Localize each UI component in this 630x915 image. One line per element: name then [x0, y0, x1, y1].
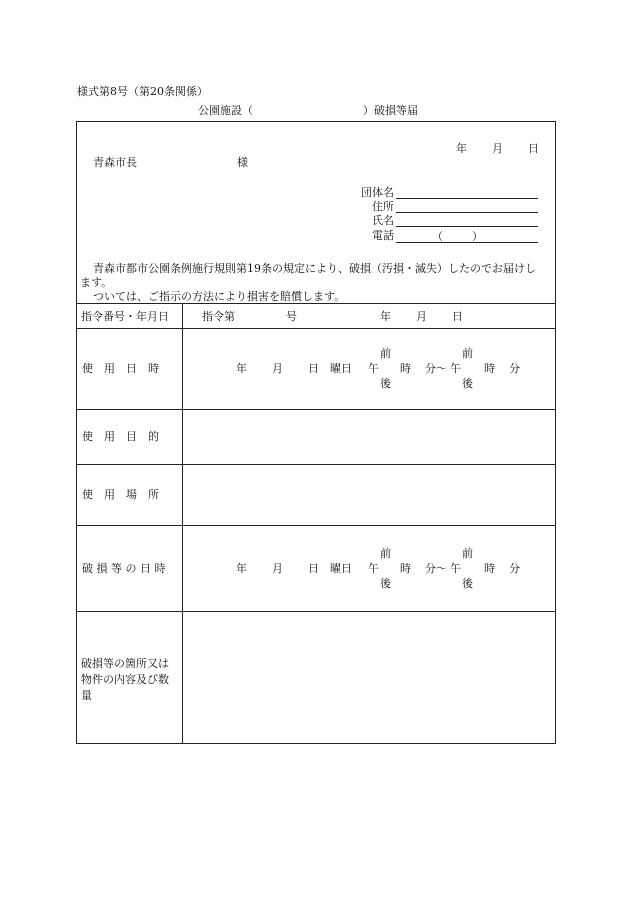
address-label: 住所: [372, 200, 394, 213]
use-weekday: 曜日: [330, 362, 352, 375]
use-end-pm[interactable]: 後: [462, 377, 473, 390]
use-end-hour: 時: [484, 362, 495, 375]
use-start-pm[interactable]: 後: [380, 377, 391, 390]
table-rule: [76, 303, 556, 304]
date-year: 年: [456, 142, 467, 155]
form-number: 様式第8号（第20条関係）: [77, 85, 208, 98]
date-month: 月: [492, 142, 503, 155]
addressee-name: 青森市長: [93, 156, 137, 169]
damage-end-minute: 分: [509, 562, 520, 575]
table-rule: [76, 525, 556, 526]
damage-datetime-label: 破 損 等 の 日 時: [82, 562, 166, 575]
damage-start-am[interactable]: 前: [380, 547, 391, 560]
table-rule: [76, 611, 556, 612]
org-name-field[interactable]: [396, 198, 538, 199]
addressee-honorific: 様: [237, 156, 248, 169]
use-purpose-field[interactable]: [184, 411, 554, 462]
damage-details-label: 破損等の箇所又は物件の内容及び数量: [81, 657, 169, 702]
use-start-minute-tilde: 分〜: [425, 362, 447, 375]
damage-end-noon: 午: [450, 562, 461, 575]
use-start-noon: 午: [368, 362, 379, 375]
instruction-month: 月: [416, 310, 427, 323]
use-purpose-label: 使 用 目 的: [82, 430, 159, 443]
damage-end-hour: 時: [484, 562, 495, 575]
instruction-label: 指令番号・年月日: [81, 310, 169, 323]
name-field[interactable]: [396, 226, 538, 227]
body-line-3: ついては、ご指示の方法により損害を賠償します。: [93, 290, 346, 303]
phone-paren-open: （: [432, 230, 443, 243]
phone-field[interactable]: [396, 242, 538, 243]
damage-end-pm[interactable]: 後: [462, 577, 473, 590]
use-end-am[interactable]: 前: [462, 347, 473, 360]
instruction-day: 日: [452, 310, 463, 323]
use-month: 月: [272, 362, 283, 375]
damage-day: 日: [308, 562, 319, 575]
damage-start-minute-tilde: 分〜: [425, 562, 447, 575]
table-rule: [76, 328, 556, 329]
date-day: 日: [528, 142, 539, 155]
use-start-hour: 時: [400, 362, 411, 375]
use-end-minute: 分: [509, 362, 520, 375]
table-column-divider: [182, 303, 183, 744]
damage-weekday: 曜日: [330, 562, 352, 575]
table-rule: [76, 409, 556, 410]
phone-paren-close: ）: [472, 230, 483, 243]
use-place-label: 使 用 場 所: [82, 488, 159, 501]
instruction-number-suffix: 号: [286, 310, 297, 323]
damage-start-noon: 午: [368, 562, 379, 575]
use-place-field[interactable]: [184, 466, 554, 523]
damage-start-pm[interactable]: 後: [380, 577, 391, 590]
org-name-label: 団体名: [361, 186, 394, 199]
damage-details-field[interactable]: [184, 613, 554, 742]
instruction-prefix[interactable]: 指令第: [202, 310, 235, 323]
damage-end-am[interactable]: 前: [462, 547, 473, 560]
use-day: 日: [308, 362, 319, 375]
body-line-1: 青森市都市公園条例施行規則第19条の規定により、破損（汚損・滅失）したのでお届けし: [93, 262, 536, 275]
damage-year: 年: [236, 562, 247, 575]
use-year: 年: [236, 362, 247, 375]
damage-start-hour: 時: [400, 562, 411, 575]
use-datetime-label: 使 用 日 時: [82, 362, 159, 375]
address-field[interactable]: [396, 212, 538, 213]
instruction-year: 年: [380, 310, 391, 323]
table-rule: [76, 464, 556, 465]
name-label: 氏名: [372, 214, 394, 227]
use-end-noon: 午: [450, 362, 461, 375]
form-title: 公園施設（ ）破損等届: [198, 104, 418, 117]
phone-label: 電話: [372, 229, 394, 242]
use-start-am[interactable]: 前: [380, 347, 391, 360]
body-line-2: ます。: [80, 276, 113, 289]
damage-month: 月: [272, 562, 283, 575]
